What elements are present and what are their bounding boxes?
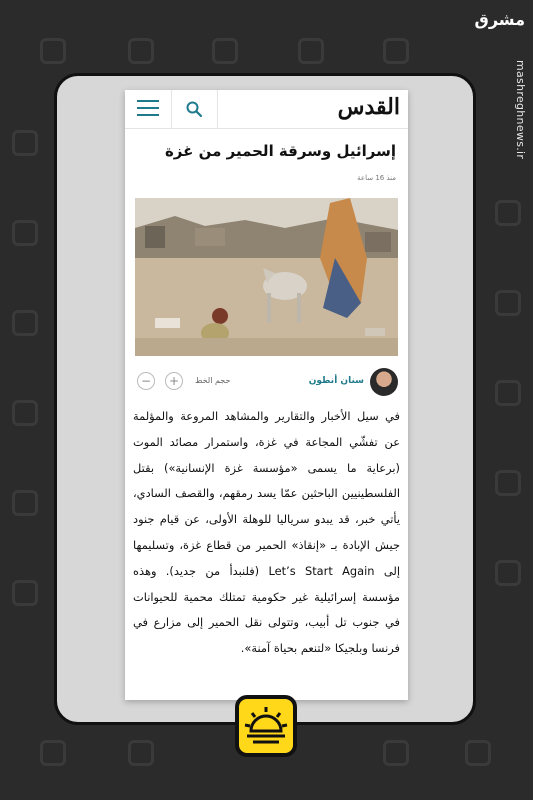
divider [217,90,218,128]
bubble-icon [12,580,38,606]
bubble-icon [495,560,521,586]
author-name[interactable]: سنان أنطون [308,376,364,386]
bubble-icon [12,310,38,336]
bubble-icon [495,290,521,316]
top-bar [125,90,408,129]
article-screen [125,90,408,700]
dislike-icon [212,38,238,64]
sun-badge [235,695,297,757]
user-icon [40,740,66,766]
like-icon [40,38,66,64]
divider [171,90,172,128]
decrease-font-button[interactable]: − [137,372,155,390]
edit-icon [383,740,409,766]
camera-icon [298,38,324,64]
avatar [370,368,398,396]
article-photo [135,198,398,356]
bubble-icon [12,490,38,516]
bubble-icon [12,220,38,246]
article-body: في سيل الأخبار والتقارير والمشاهد المروعة والمؤلمة عن تفشّي المجاعة في غزة، واستمرار مصائد الموت (برعاية ما يسمى «مؤسسة غزة الإنسانية») بقتل الفلسطينيين الباحثين عمّا يسد رمقهم، والقصف السادي، يأتي خبر، قد يبدو سرياليا للوهلة الأولى، عن قيام جنود جيش الإبادة بـ «إنقاذ» الحمير من قطاع غزة، وتسليمها إلى Let’s Start Again (فلنبدأ من جديد). وهذه مؤسسة إسرائيلية غير حكومية تمتلك محمية للحيوانات في جنوب تل أبيب، وتتولى نقل الحمير إلى مزارع في فرنسا وبلجيكا «لتنعم بحياة آمنة». [133,409,400,656]
font-size-label: حجم الخط [195,376,231,385]
video-icon [128,38,154,64]
brand-logo: مشرق [474,10,525,29]
site-logo[interactable]: القدس [337,94,400,120]
article-title: إسرائيل وسرقة الحمير من غزة [164,142,396,160]
menu-icon[interactable] [137,100,159,118]
brand-url: mashreghnews.ir [514,60,527,160]
search-icon[interactable] [185,100,203,118]
refresh-icon [128,740,154,766]
bubble-icon [495,470,521,496]
play-icon [465,740,491,766]
increase-font-button[interactable]: + [165,372,183,390]
bubble-icon [12,400,38,426]
phone-icon [383,38,409,64]
bubble-icon [12,130,38,156]
author-row [135,366,398,400]
bubble-icon [495,200,521,226]
article-time: منذ 16 ساعة [357,174,396,182]
bubble-icon [495,380,521,406]
sun-icon [239,699,293,753]
